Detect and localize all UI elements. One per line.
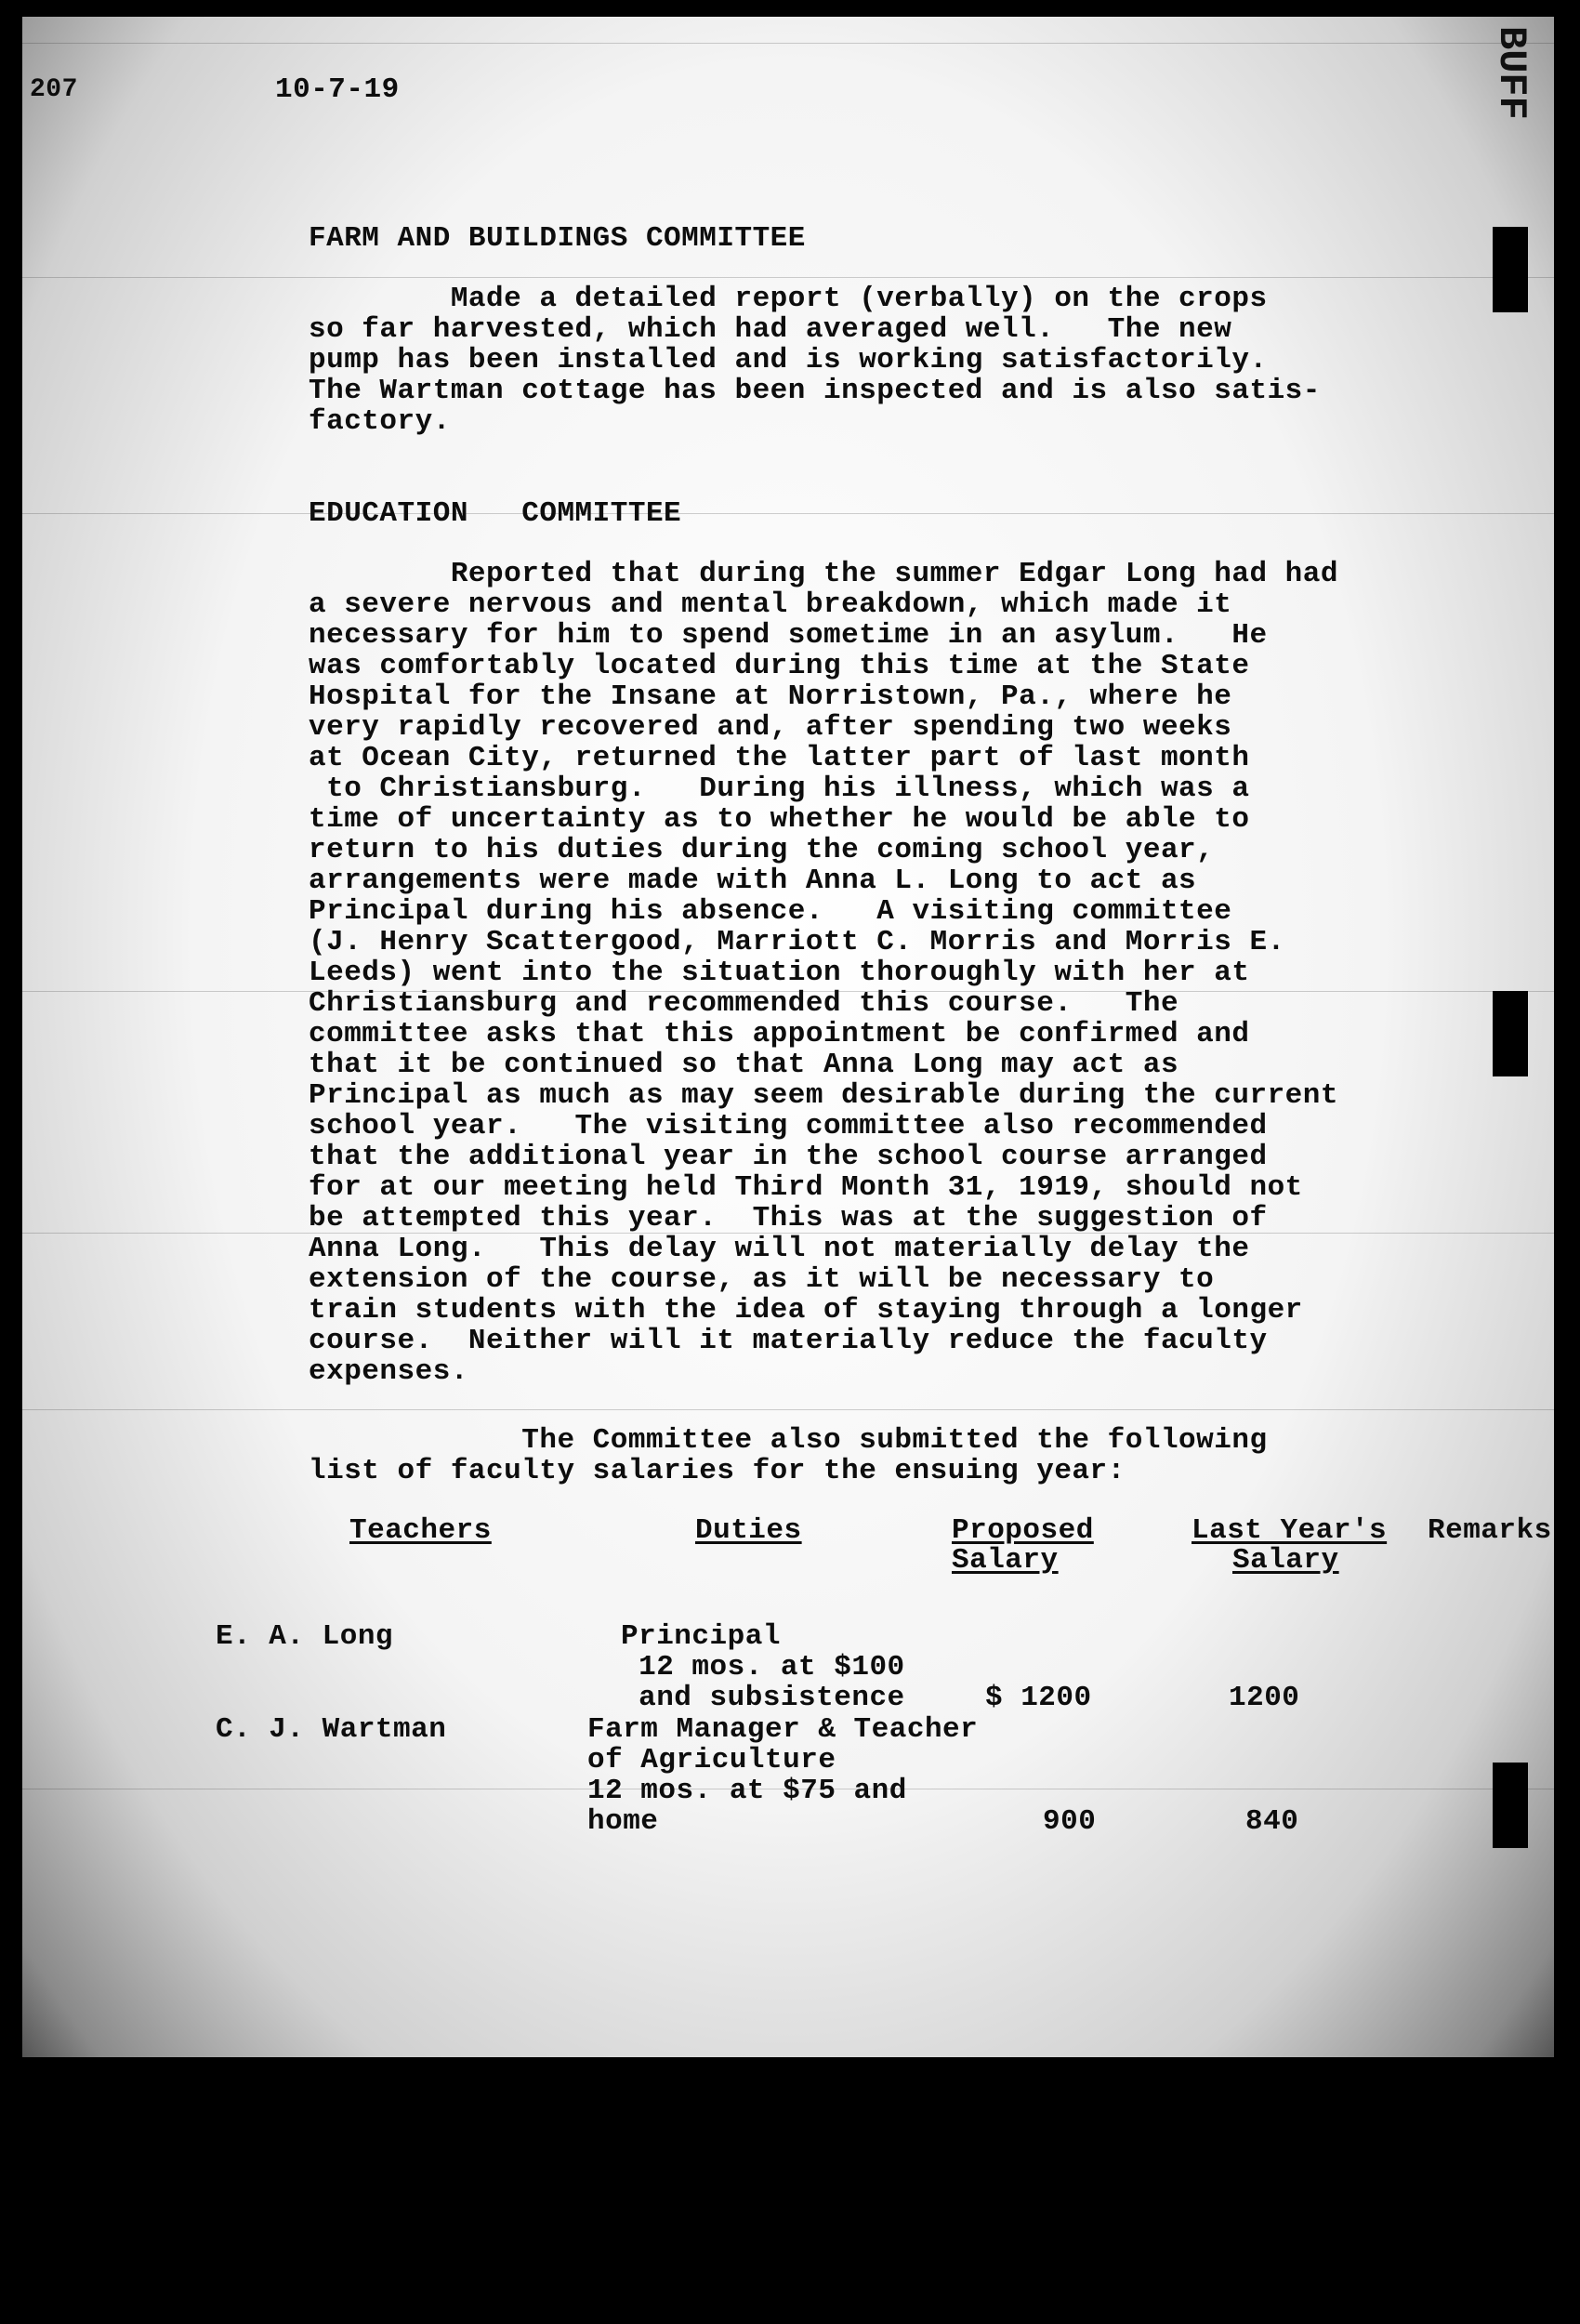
report-line: Made a detailed report (verbally) on the crops — [309, 283, 1268, 315]
report-line: factory. — [309, 405, 451, 438]
ruled-line — [22, 1409, 1554, 1410]
page-number: 207 — [30, 75, 78, 104]
report-line: arrangements were made with Anna L. Long to act as — [309, 865, 1197, 897]
ruled-line — [22, 513, 1554, 514]
report-line: extension of the course, as it will be necessary to — [309, 1263, 1215, 1296]
report-line: be attempted this year. This was at the suggestion of — [309, 1202, 1268, 1235]
col-header-proposed-salary: Salary — [952, 1544, 1059, 1577]
proposed-salary: 900 — [1043, 1805, 1097, 1838]
report-line: so far harvested, which had averaged well. The new — [309, 313, 1232, 346]
report-line: committee asks that this appointment be confirmed and — [309, 1018, 1250, 1050]
report-line: Reported that during the summer Edgar Long had had — [309, 558, 1338, 590]
col-header-last-year: Last Year's — [1192, 1514, 1388, 1547]
report-line: expenses. — [309, 1355, 468, 1388]
last-year-salary: 1200 — [1229, 1682, 1300, 1714]
document-date: 10-7-19 — [275, 73, 400, 106]
education-committee-report — [309, 559, 1338, 1387]
farm-committee-heading: FARM AND BUILDINGS COMMITTEE — [309, 222, 806, 255]
proposed-salary: $ 1200 — [985, 1682, 1092, 1714]
teacher-name: C. J. Wartman — [216, 1713, 447, 1746]
report-line: necessary for him to spend sometime in an asylum. He — [309, 619, 1268, 652]
duty-line: Farm Manager & Teacher — [587, 1713, 979, 1746]
col-header-last-year-salary: Salary — [1232, 1544, 1339, 1577]
ruled-line — [22, 43, 1554, 44]
report-line: very rapidly recovered and, after spending two weeks — [309, 711, 1232, 744]
report-line: Hospital for the Insane at Norristown, Pa., where he — [309, 680, 1232, 713]
margin-mark — [1493, 991, 1528, 1076]
margin-mark — [1493, 1763, 1528, 1848]
report-line: that the additional year in the school course arranged — [309, 1141, 1268, 1173]
side-stamp: BUFF — [1489, 26, 1534, 120]
report-line: a severe nervous and mental breakdown, which made it — [309, 588, 1232, 621]
report-line: Anna Long. This delay will not materially delay the — [309, 1233, 1250, 1265]
report-line: Principal during his absence. A visiting committee — [309, 895, 1232, 928]
report-line: time of uncertainty as to whether he would be able to — [309, 803, 1250, 836]
report-line: Christiansburg and recommended this course. The — [309, 987, 1179, 1020]
duty-line: Principal — [621, 1620, 781, 1653]
farm-committee-report — [309, 284, 1321, 437]
report-line: train students with the idea of staying through a longer — [309, 1294, 1303, 1327]
intro-line: The Committee also submitted the following — [309, 1424, 1268, 1457]
margin-mark — [1493, 227, 1528, 312]
report-line: was comfortably located during this time at the State — [309, 650, 1250, 682]
report-line: Principal as much as may seem desirable during the current — [309, 1079, 1338, 1112]
col-header-duties: Duties — [695, 1514, 802, 1547]
ruled-line — [22, 277, 1554, 278]
document-page — [22, 17, 1554, 2057]
education-committee-heading: EDUCATION COMMITTEE — [309, 497, 682, 530]
col-header-teachers: Teachers — [349, 1514, 492, 1547]
duty-line: home — [587, 1805, 659, 1838]
report-line: return to his duties during the coming school year, — [309, 834, 1215, 866]
duty-line: and subsistence — [621, 1682, 905, 1714]
report-line: The Wartman cottage has been inspected and is also satis- — [309, 375, 1321, 407]
intro-line: list of faculty salaries for the ensuing year: — [309, 1455, 1126, 1487]
report-line: course. Neither will it materially reduce the faculty — [309, 1325, 1268, 1357]
col-header-remarks: Remarks — [1428, 1514, 1552, 1547]
report-line: (J. Henry Scattergood, Marriott C. Morris and Morris E. — [309, 926, 1285, 958]
report-line: for at our meeting held Third Month 31, 1919, should not — [309, 1171, 1303, 1204]
report-line: to Christiansburg. During his illness, which was a — [309, 772, 1250, 805]
salary-list-intro — [309, 1425, 1268, 1486]
teacher-name: E. A. Long — [216, 1620, 394, 1653]
report-line: Leeds) went into the situation thoroughly with her at — [309, 957, 1250, 989]
duty-line: 12 mos. at $75 and — [587, 1775, 907, 1807]
duty-line: of Agriculture — [587, 1744, 836, 1776]
report-line: at Ocean City, returned the latter part of last month — [309, 742, 1250, 774]
report-line: pump has been installed and is working satisfactorily. — [309, 344, 1268, 376]
duty-line: 12 mos. at $100 — [621, 1651, 905, 1684]
col-header-proposed: Proposed — [952, 1514, 1094, 1547]
report-line: school year. The visiting committee also recommended — [309, 1110, 1268, 1142]
report-line: that it be continued so that Anna Long may act as — [309, 1049, 1179, 1081]
last-year-salary: 840 — [1245, 1805, 1299, 1838]
